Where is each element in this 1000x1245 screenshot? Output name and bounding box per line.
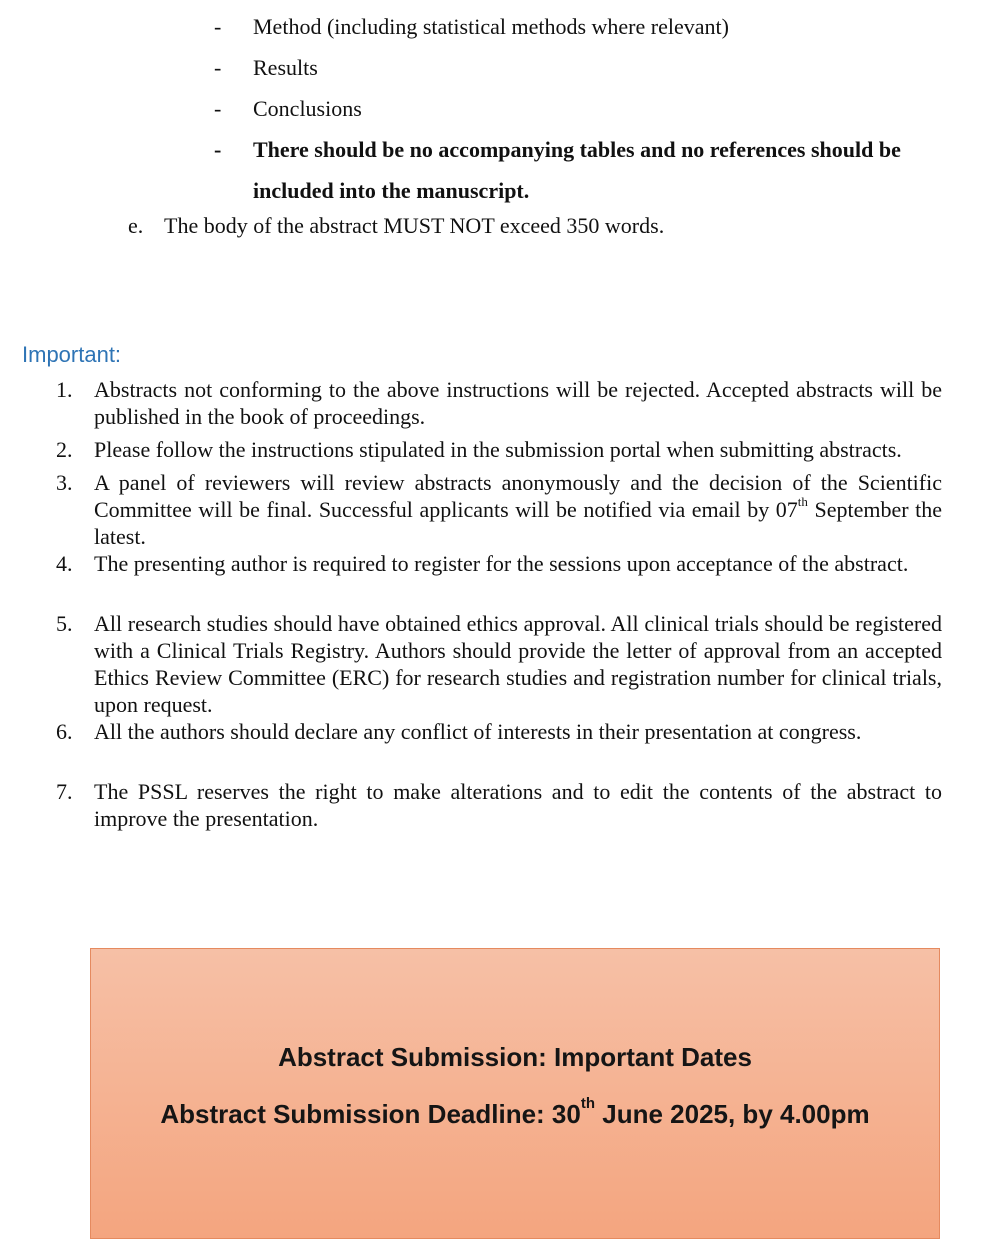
important-item-6	[56, 718, 942, 745]
dash-bullet: -	[214, 96, 222, 121]
structure-item-text: There should be no accompanying tables and no references should be included into the manuscript.	[253, 137, 901, 203]
structure-item-method	[214, 6, 954, 47]
important-item-7	[56, 778, 942, 832]
item-text: The PSSL reserves the right to make alterations and to edit the contents of the abstract to improve the presentation.	[94, 779, 942, 831]
item-number: 1.	[56, 377, 73, 402]
item-number: 4.	[56, 551, 73, 576]
ordinal-suffix: th	[797, 494, 808, 509]
structure-item-no-tables-rule	[214, 129, 954, 211]
item-text: Abstracts not conforming to the above instructions will be rejected. Accepted abstracts will be published in the book of proceedings.	[94, 377, 942, 429]
important-item-2	[56, 436, 942, 463]
item-number: 3.	[56, 470, 73, 495]
important-dates-box	[90, 948, 940, 1239]
item-text: All the authors should declare any conflict of interests in their presentation at congress.	[94, 719, 862, 744]
dash-bullet: -	[214, 14, 222, 39]
dash-bullet: -	[214, 137, 222, 162]
dash-bullet: -	[214, 55, 222, 80]
item-text-after: September the latest.	[94, 497, 942, 549]
important-item-4	[56, 550, 942, 577]
important-item-1	[56, 376, 942, 430]
item-text: Please follow the instructions stipulated in the submission portal when submitting abstracts.	[94, 437, 902, 462]
important-item-5	[56, 610, 942, 718]
important-heading: Important:	[22, 342, 122, 367]
item-text: The presenting author is required to register for the sessions upon acceptance of the abstract.	[94, 551, 909, 576]
important-list	[56, 376, 942, 832]
item-text: All research studies should have obtained ethics approval. All clinical trials should be registered with a Clinical Trials Registry. Authors should provide the letter of approval from an accepted Ethics Review Committee (ERC) for research studies and registration number for clinical trials, upon request.	[94, 611, 942, 717]
abstract-structure-list	[214, 6, 954, 211]
word-limit-item	[128, 205, 664, 246]
item-number: 5.	[56, 611, 73, 636]
structure-item-conclusions	[214, 88, 954, 129]
important-dates-title: Abstract Submission: Important Dates	[278, 1042, 752, 1072]
ordinal-suffix: th	[580, 1095, 596, 1112]
item-text-before: A panel of reviewers will review abstracts anonymously and the decision of the Scientific Committee will be final. Successful applicants will be notified via email by 07	[94, 470, 942, 522]
item-marker: e.	[128, 213, 144, 238]
deadline-text-before: Abstract Submission Deadline: 30	[160, 1099, 581, 1129]
item-number: 7.	[56, 779, 73, 804]
structure-item-results	[214, 47, 954, 88]
structure-item-text: Method (including statistical methods where relevant)	[253, 14, 729, 39]
structure-item-text: Conclusions	[253, 96, 362, 121]
structure-item-text: Results	[253, 55, 318, 80]
important-item-3	[56, 469, 942, 550]
deadline-text-after: June 2025, by 4.00pm	[595, 1099, 870, 1129]
submission-deadline	[91, 1095, 939, 1130]
item-number: 6.	[56, 719, 73, 744]
word-limit-text: The body of the abstract MUST NOT exceed 350 words.	[164, 213, 665, 238]
item-number: 2.	[56, 437, 73, 462]
